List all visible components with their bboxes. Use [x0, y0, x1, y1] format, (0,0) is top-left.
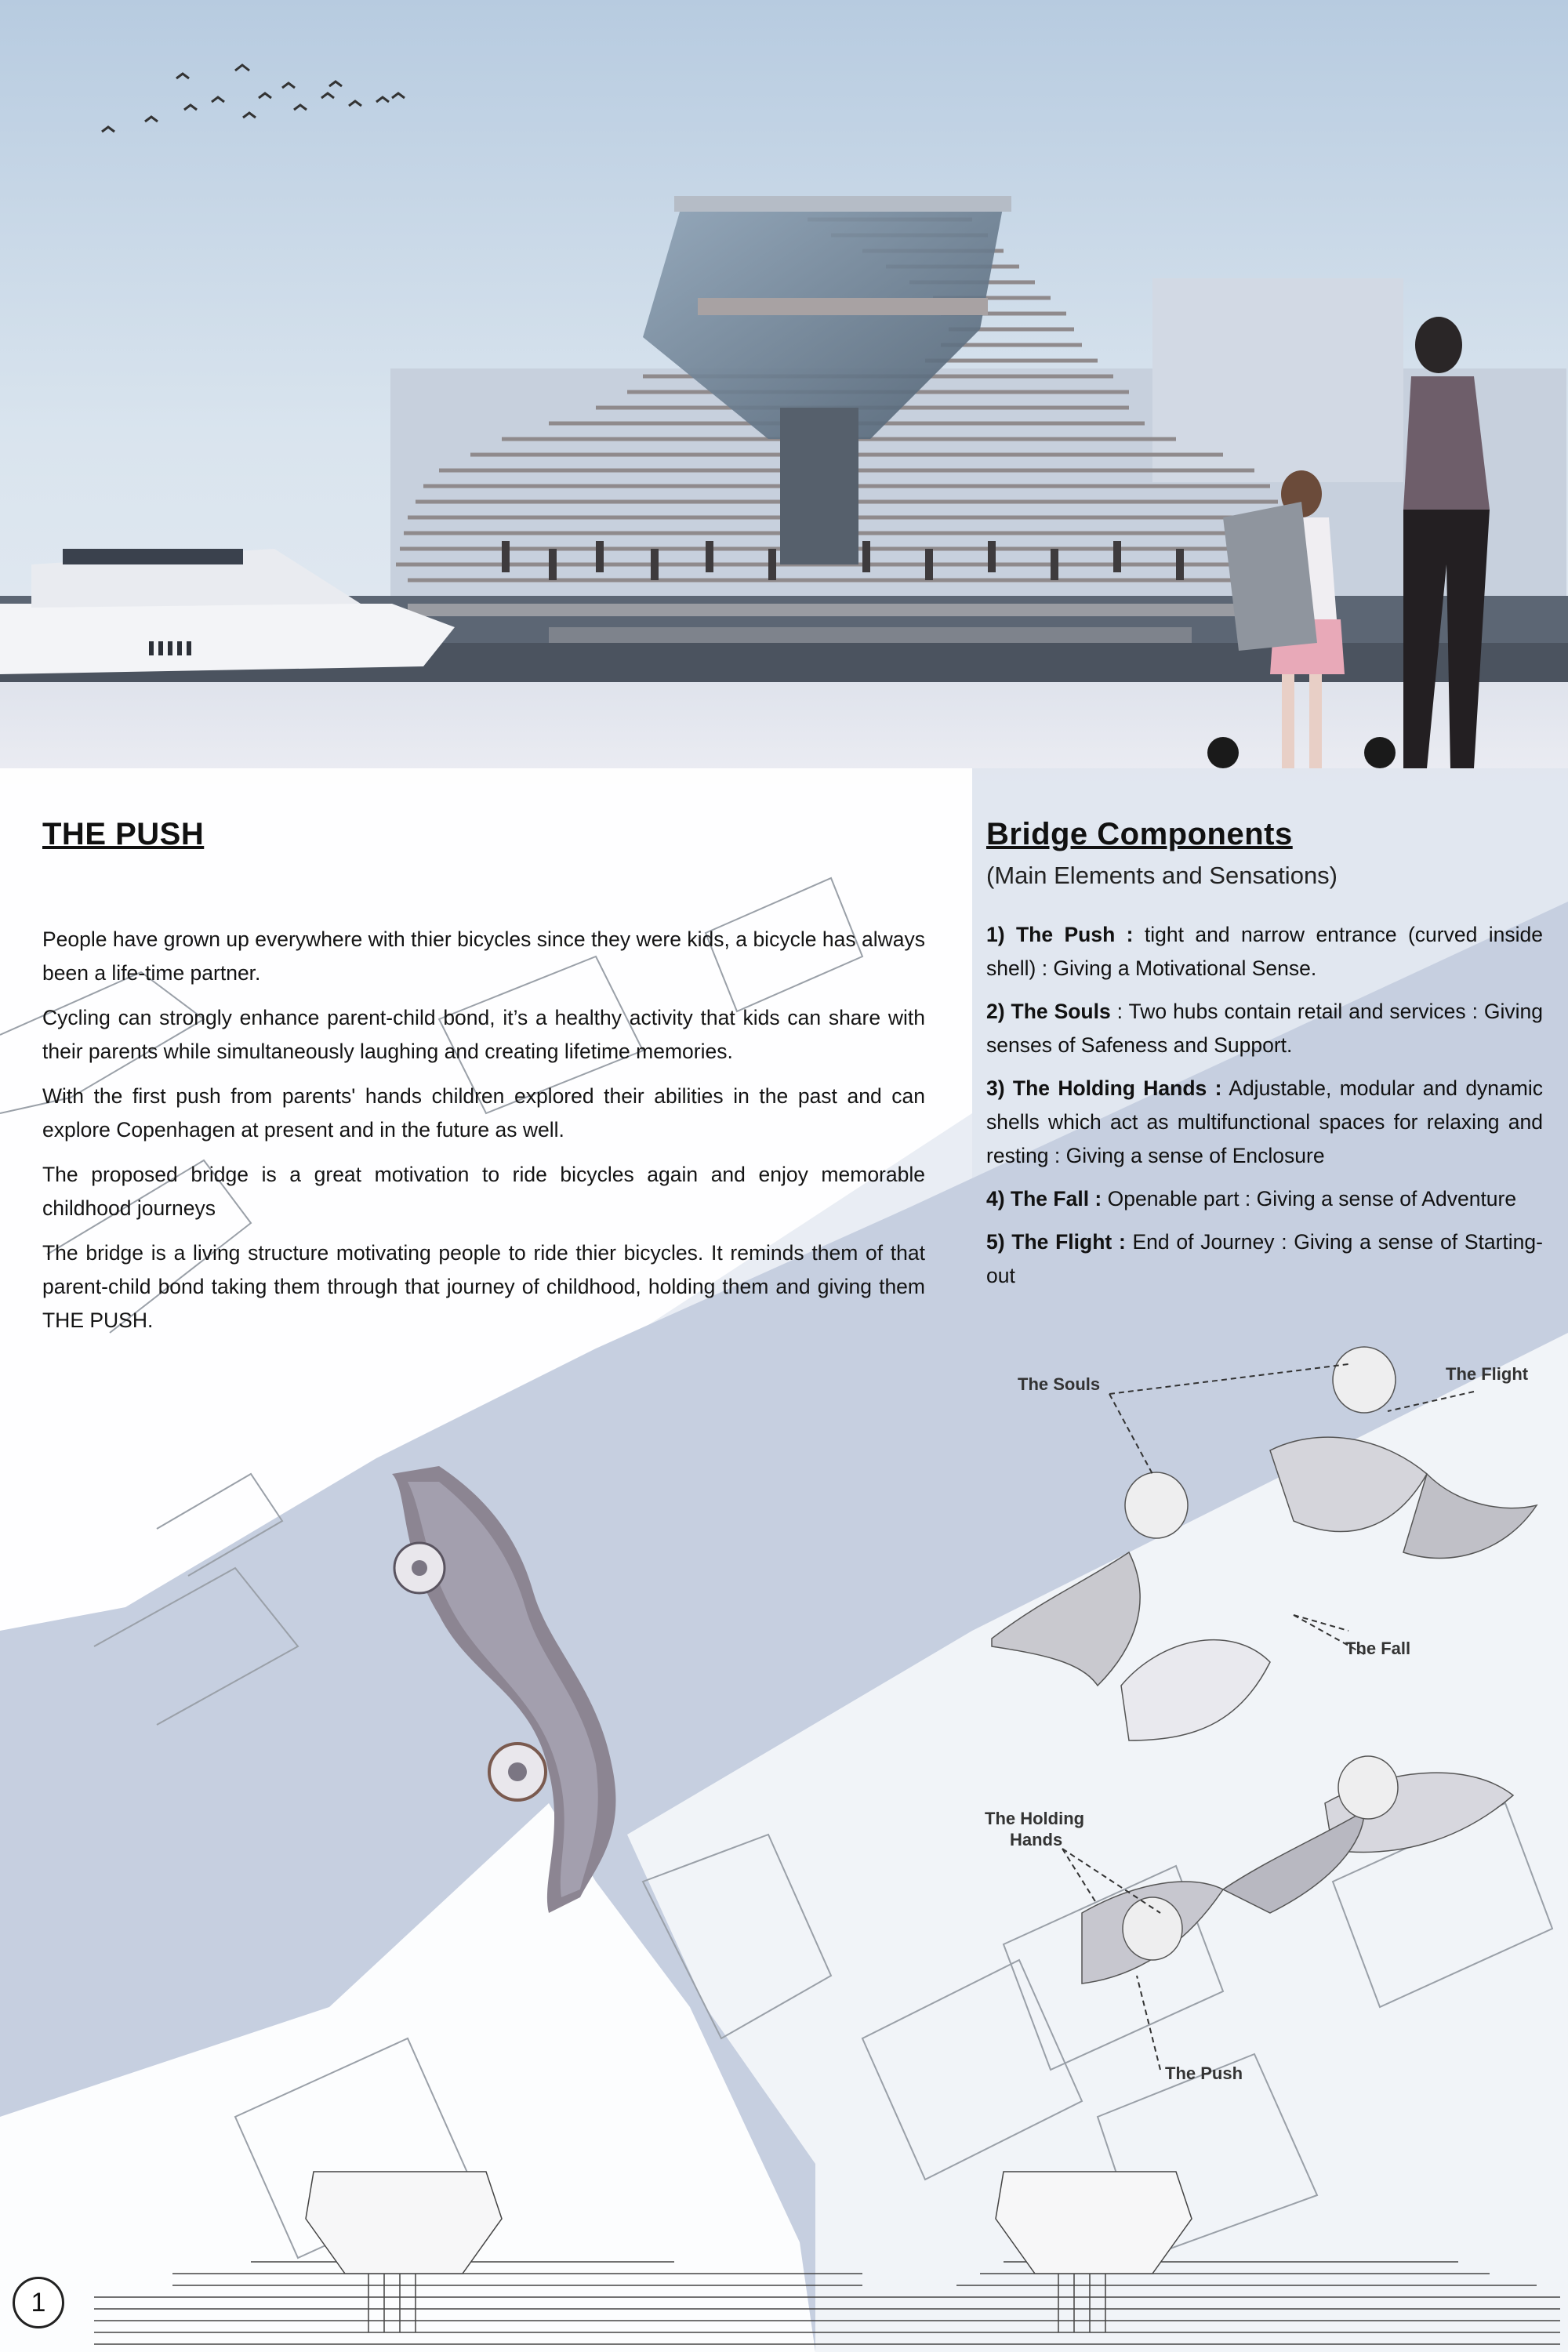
section-title-bridge-components: Bridge Components	[986, 817, 1293, 851]
section-title-the-push: THE PUSH	[42, 817, 205, 851]
component-text: End of Journey : Giving a sense of Starting-out	[986, 1230, 1543, 1287]
component-item	[986, 1182, 1543, 1216]
components-list	[986, 918, 1543, 1293]
the-push-paragraphs	[42, 923, 925, 1338]
component-item	[986, 1072, 1543, 1173]
label-the-holding-hands-line2: Hands	[1010, 1830, 1063, 1849]
component-item	[986, 1225, 1543, 1293]
page-number: 1	[13, 2277, 64, 2328]
paragraph: Cycling can strongly enhance parent-child bond, it’s a healthy activity that kids can share with their parents while simultaneously laughing and creating lifetime memories.	[42, 1006, 925, 1063]
section-subtitle: (Main Elements and Sensations)	[986, 862, 1338, 889]
paragraph: People have grown up everywhere with thier bicycles since they were kids, a bicycle has always been a life-time partner.	[42, 927, 925, 985]
the-push-section	[42, 817, 925, 1348]
component-label: 3) The Holding Hands :	[986, 1076, 1222, 1100]
paragraph: With the first push from parents' hands children explored their abilities in the past and can explore Copenhagen at present and in the future as well.	[42, 1084, 925, 1142]
label-the-push: The Push	[1165, 2063, 1243, 2083]
component-label: 2) The Souls	[986, 1000, 1111, 1023]
label-the-flight: The Flight	[1446, 1364, 1529, 1384]
component-label: 5) The Flight :	[986, 1230, 1126, 1254]
component-text: tight and narrow entrance (curved inside shell) : Giving a Motivational Sense.	[986, 923, 1543, 980]
label-the-holding-hands-line1: The Holding	[985, 1809, 1085, 1828]
component-text: Adjustable, modular and dynamic shells which act as multifunctional spaces for relaxing and resting : Giving a sense of Enclosure	[986, 1076, 1543, 1167]
component-text: : Two hubs contain retail and services : Giving senses of Safeness and Support.	[986, 1000, 1543, 1057]
label-the-fall: The Fall	[1345, 1639, 1411, 1658]
component-label: 4) The Fall :	[986, 1187, 1102, 1210]
label-the-souls: The Souls	[1018, 1374, 1101, 1394]
component-label: 1) The Push :	[986, 923, 1134, 946]
component-item	[986, 918, 1543, 985]
bridge-components-section	[986, 817, 1543, 1302]
paragraph: The proposed bridge is a great motivation to ride bicycles again and enjoy memorable childhood journeys	[42, 1163, 925, 1220]
paragraph: The bridge is a living structure motivating people to ride thier bicycles. It reminds them of that parent-child bond taking them through that journey of childhood, holding them and giving them THE PUSH.	[42, 1241, 925, 1332]
component-text: Openable part : Giving a sense of Adventure	[1102, 1187, 1517, 1210]
component-item	[986, 995, 1543, 1062]
